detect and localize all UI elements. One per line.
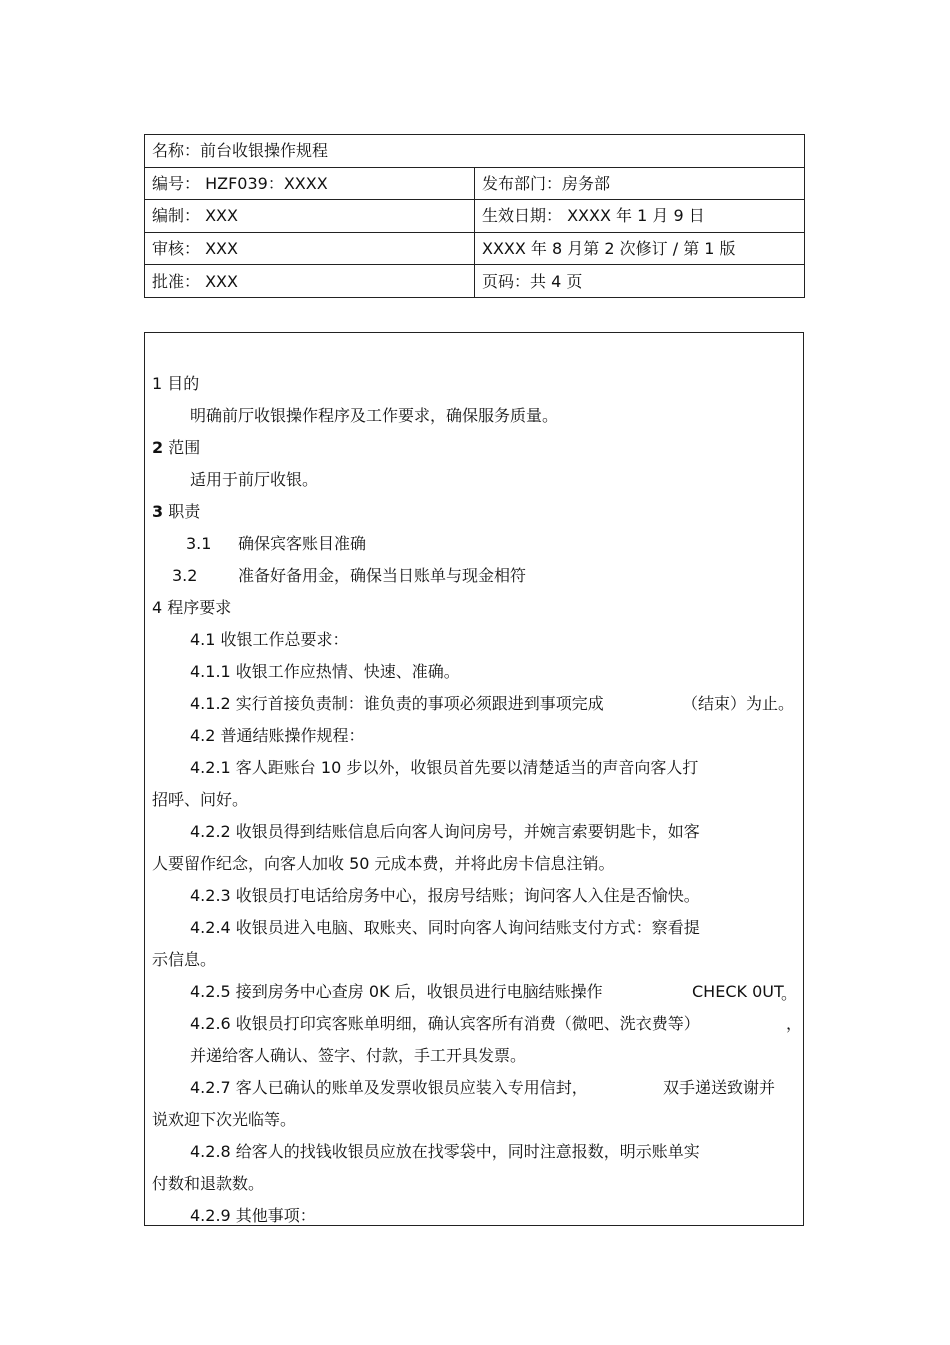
section-number: 2 — [152, 438, 164, 457]
section-1-text: 明确前厅收银操作程序及工作要求，确保服务质量。 — [190, 406, 559, 425]
item-4-2-5-code: CHECK 0UT — [692, 982, 784, 1001]
section-2-heading — [152, 438, 200, 458]
author: 编制： XXX — [145, 200, 475, 233]
section-number: 4 — [152, 598, 163, 617]
item-4-2-7-mid: 双手递送致谢并 — [663, 1078, 776, 1097]
item-3-1-text: 确保宾客账目准确 — [238, 534, 367, 553]
item-4-2-8: 4.2.8 给客人的找钱收银员应放在找零袋中，同时注意报数，明示账单实 — [190, 1142, 700, 1161]
page-count: 页码：共 4 页 — [475, 265, 805, 298]
item-4-2: 4.2 普通结账操作规程： — [190, 726, 365, 745]
document-code: 编号： HZF039：XXXX — [145, 167, 475, 200]
section-title: 目的 — [167, 374, 200, 393]
document-name: 名称：前台收银操作规程 — [145, 135, 805, 168]
item-4-2-5-end: 。 — [781, 984, 798, 1003]
item-4-1-1: 4.1.1 收银工作应热情、快速、准确。 — [190, 662, 460, 681]
approver: 批准： XXX — [145, 265, 475, 298]
item-4-2-1: 4.2.1 客人距账台 10 步以外，收银员首先要以清楚适当的声音向客人打 — [190, 758, 699, 777]
item-3-2-number: 3.2 — [172, 566, 198, 585]
item-4-2-6-cont: 并递给客人确认、签字、付款，手工开具发票。 — [190, 1046, 527, 1065]
item-4-2-2-cont: 人要留作纪念，向客人加收 50 元成本费，并将此房卡信息注销。 — [152, 854, 615, 873]
item-4-2-7: 4.2.7 客人已确认的账单及发票收银员应装入专用信封， — [190, 1078, 588, 1097]
item-4-2-5: 4.2.5 接到房务中心查房 0K 后，收银员进行电脑结账操作 — [190, 982, 603, 1001]
section-number: 1 — [152, 374, 163, 393]
section-1-heading — [152, 374, 199, 394]
item-4-2-7-cont: 说欢迎下次光临等。 — [152, 1110, 297, 1129]
item-4-2-9: 4.2.9 其他事项： — [190, 1206, 316, 1225]
section-title: 职责 — [168, 502, 201, 521]
revision-info: XXXX 年 8 月第 2 次修订 / 第 1 版 — [475, 232, 805, 265]
item-4-2-6-comma: ， — [786, 1014, 803, 1033]
issuing-department: 发布部门：房务部 — [475, 167, 805, 200]
item-3-2-text: 准备好备用金，确保当日账单与现金相符 — [238, 566, 527, 585]
item-4-1-2: 4.1.2 实行首接负责制：谁负责的事项必须跟进到事项完成 — [190, 694, 604, 713]
procedure-content — [144, 332, 804, 1226]
effective-date: 生效日期： XXXX 年 1 月 9 日 — [475, 200, 805, 233]
item-4-2-4: 4.2.4 收银员进入电脑、取账夹、同时向客人询问结账支付方式：察看提 — [190, 918, 700, 937]
section-4-heading — [152, 598, 231, 618]
section-2-text: 适用于前厅收银。 — [190, 470, 319, 489]
section-title: 程序要求 — [167, 598, 232, 617]
item-4-2-4-cont: 示信息。 — [152, 950, 217, 969]
document-header-table — [144, 134, 805, 298]
section-number: 3 — [152, 502, 164, 521]
item-4-2-3: 4.2.3 收银员打电话给房务中心，报房号结账；询问客人入住是否愉快。 — [190, 886, 700, 905]
item-4-1-2-end: （结束）为止。 — [682, 694, 795, 713]
reviewer: 审核： XXX — [145, 232, 475, 265]
item-4-2-6: 4.2.6 收银员打印宾客账单明细，确认宾客所有消费（微吧、洗衣费等） — [190, 1014, 700, 1033]
item-4-2-8-cont: 付数和退款数。 — [152, 1174, 265, 1193]
section-3-heading — [152, 502, 200, 522]
item-4-2-1-cont: 招呼、问好。 — [152, 790, 249, 809]
item-4-1: 4.1 收银工作总要求： — [190, 630, 349, 649]
item-3-1-number: 3.1 — [186, 534, 212, 553]
item-4-2-2: 4.2.2 收银员得到结账信息后向客人询问房号，并婉言索要钥匙卡，如客 — [190, 822, 700, 841]
section-title: 范围 — [168, 438, 201, 457]
